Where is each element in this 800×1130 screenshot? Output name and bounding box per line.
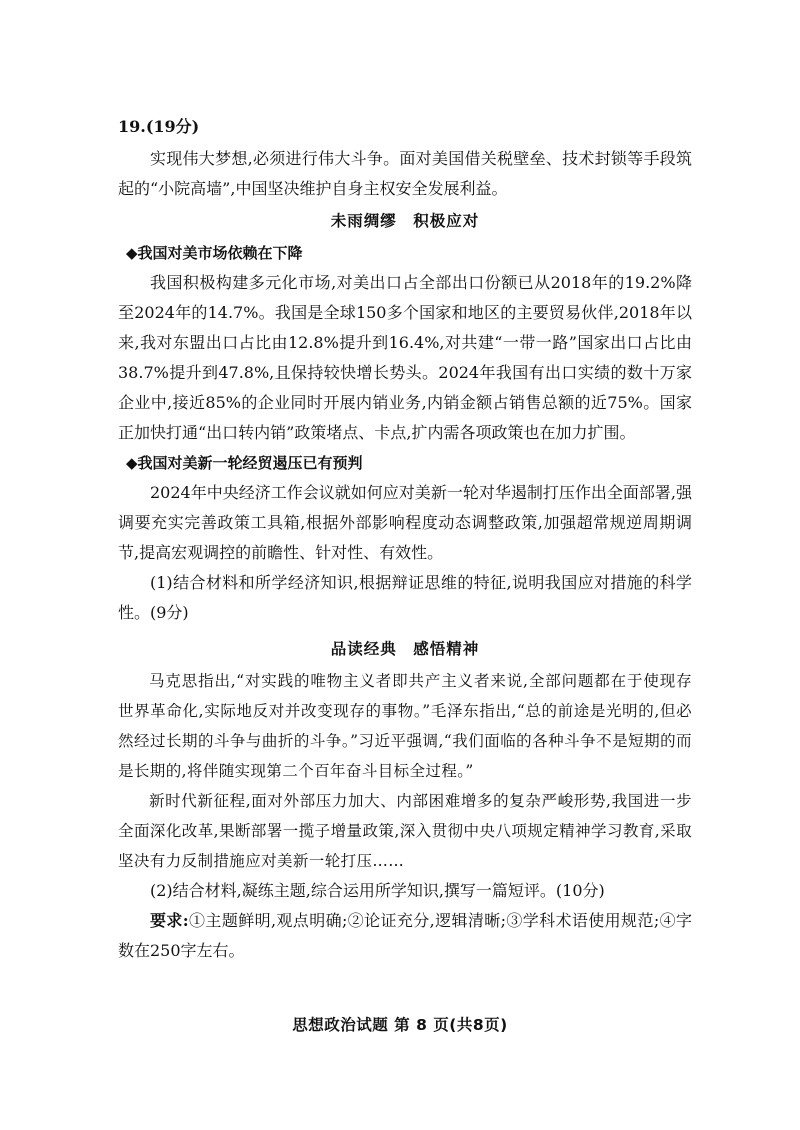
question-number: 19.(19分) [118, 117, 200, 136]
sub-question-2: (2)结合材料,凝练主题,综合运用所学知识,撰写一篇短评。(10分) [150, 881, 605, 900]
sub-question-1: (1)结合材料和所学经济知识,根据辩证思维的特征,说明我国应对措施的科学性。(9分) [118, 573, 692, 622]
bullet-heading-2: ◆我国对美新一轮经贸遏压已有预判 [126, 454, 363, 472]
bullet-heading-1: ◆我国对美市场依赖在下降 [126, 244, 303, 262]
question-intro: 实现伟大梦想,必须进行伟大斗争。面对美国借关税壁垒、技术封锁等手段筑起的“小院高墙”,中国坚决维护自身主权安全发展利益。 [118, 149, 692, 198]
section-title-2: 品读经典 感悟精神 [330, 640, 480, 658]
material-paragraph-3: 马克思指出,“对实践的唯物主义者即共产主义者来说,全部问题都在于使现存世界革命化,实际地反对并改变现存的事物。”毛泽东指出,“总的前途是光明的,但必然经过长期的斗争与曲折的斗争。”习近平强调,“我们面临的各种斗争不是短期的而是长期的,将伴随实现第二个百年奋斗目标全过程。” [118, 672, 692, 780]
material-paragraph-1: 我国积极构建多元化市场,对美出口占全部出口份额已从2018年的19.2%降至2024年的14.7%。我国是全球150多个国家和地区的主要贸易伙伴,2018年以来,我对东盟出口占比由12.8%提升到16.4%,对共建“一带一路”国家出口占比由38.7%提升到47.8%,且保持较快增长势头。2024年我国有出口实绩的数十万家企业中,接近85%的企业同时开展内销业务,内销金额占销售总额的近75%。国家正加快打通“出口转内销”政策堵点、卡点,扩内需各项政策也在加力扩围。 [118, 273, 692, 442]
requirements-text: ①主题鲜明,观点明确;②论证充分,逻辑清晰;③学科术语使用规范;④字数在250字左右。 [118, 911, 692, 960]
section-title-1: 未雨绸缪 积极应对 [330, 212, 480, 230]
requirements-label: 要求: [150, 911, 189, 930]
material-paragraph-2: 2024年中央经济工作会议就如何应对美新一轮对华遏制打压作出全面部署,强调要充实完善政策工具箱,根据外部影响程度动态调整政策,加强超常规逆周期调节,提高宏观调控的前瞻性、针对性、有效性。 [118, 483, 692, 562]
requirements [118, 906, 692, 966]
question-content [118, 112, 692, 966]
material-paragraph-4: 新时代新征程,面对外部压力加大、内部困难增多的复杂严峻形势,我国进一步全面深化改革,果断部署一揽子增量政策,深入贯彻中央八项规定精神学习教育,采取坚决有力反制措施应对美新一轮打压…… [118, 792, 692, 870]
page-footer: 思想政治试题 第 8 页(共8页) [292, 1016, 508, 1034]
